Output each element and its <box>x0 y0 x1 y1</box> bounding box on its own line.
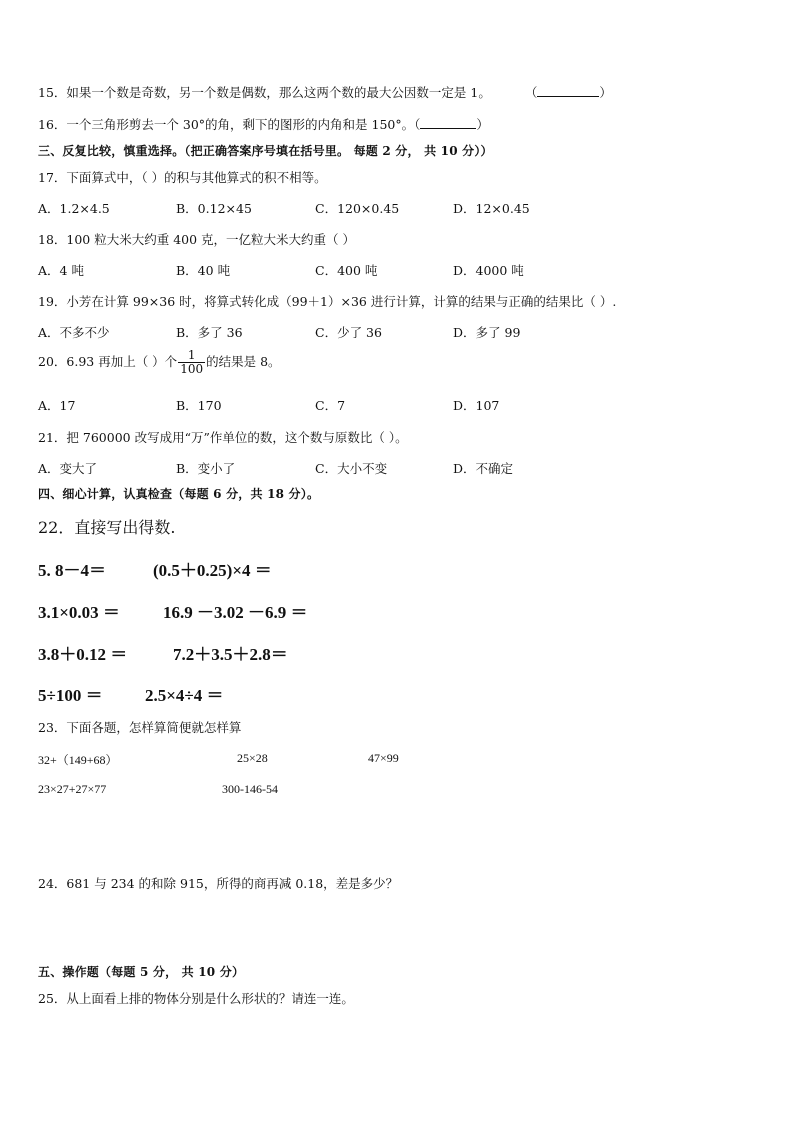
option-b[interactable]: B．40 吨 <box>176 263 231 278</box>
calc-3-1: 3.8＋0.12 ＝ <box>38 645 128 664</box>
question-20 <box>38 349 281 376</box>
question-15-text: 15．如果一个数是奇数，另一个数是偶数，那么这两个数的最大公因数一定是 1。 <box>38 85 491 100</box>
question-23-title: 23．下面各题，怎样算简便就怎样算 <box>38 720 242 735</box>
question-16-paren-close: ） <box>476 117 489 132</box>
question-22-title: 22．直接写出得数. <box>38 518 176 537</box>
question-19-text: 19．小芳在计算 99×36 时，将算式转化成（99＋1）×36 进行计算，计算的结果与正确的结果比（ ）. <box>38 294 617 309</box>
option-c[interactable]: C．120×0.45 <box>315 201 400 216</box>
option-b[interactable]: B．多了 36 <box>176 325 243 340</box>
question-15-paren-close: ） <box>599 85 612 100</box>
question-20-text-before: 20．6.93 再加上（ ）个 <box>38 354 178 369</box>
question-21-text: 21．把 760000 改写成用“万”作单位的数，这个数与原数比（ ）。 <box>38 430 408 445</box>
option-a[interactable]: A．1.2×4.5 <box>38 201 110 216</box>
q23-expr-3: 47×99 <box>368 751 399 765</box>
option-a[interactable]: A．17 <box>38 398 76 413</box>
fraction-numerator: 1 <box>178 349 205 363</box>
option-b[interactable]: B．变小了 <box>176 461 236 476</box>
option-b[interactable]: B．0.12×45 <box>176 201 252 216</box>
question-25-text: 25．从上面看上排的物体分别是什么形状的？请连一连。 <box>38 991 354 1006</box>
option-a[interactable]: A．变大了 <box>38 461 98 476</box>
question-15 <box>38 83 612 101</box>
option-c[interactable]: C．7 <box>315 398 346 413</box>
option-d[interactable]: D．不确定 <box>453 461 514 476</box>
calc-2-1: 3.1×0.03 ＝ <box>38 603 120 622</box>
section-5-heading: 五、操作题（每题 5 分， 共 10 分） <box>38 965 245 979</box>
calc-3-2: 7.2＋3.5＋2.8＝ <box>173 645 288 664</box>
question-18-text: 18．100 粒大米大约重 400 克，一亿粒大米大约重（ ） <box>38 232 356 247</box>
option-a[interactable]: A．4 吨 <box>38 263 84 278</box>
option-d[interactable]: D．107 <box>453 398 500 413</box>
question-15-paren-open: （ <box>524 85 538 100</box>
option-c[interactable]: C．400 吨 <box>315 263 378 278</box>
section-3-heading: 三、反复比较，慎重选择。（把正确答案序号填在括号里。 每题 2 分， 共 10 分）） <box>38 144 493 158</box>
calc-1-1: 5. 8－4＝ <box>38 561 106 580</box>
option-d[interactable]: D．4000 吨 <box>453 263 524 278</box>
calc-2-2: 16.9 －3.02 －6.9 ＝ <box>163 603 308 622</box>
calc-4-1: 5÷100 ＝ <box>38 686 103 705</box>
section-4-heading: 四、细心计算，认真检查（每题 6 分，共 18 分）。 <box>38 487 320 501</box>
fraction-denominator: 100 <box>180 362 204 376</box>
question-16 <box>38 115 489 133</box>
option-c[interactable]: C．大小不变 <box>315 461 388 476</box>
option-c[interactable]: C．少了 36 <box>315 325 382 340</box>
question-24-text: 24．681 与 234 的和除 915，所得的商再减 0.18，差是多少？ <box>38 876 399 891</box>
question-20-text-after: 的结果是 8。 <box>206 354 281 369</box>
option-d[interactable]: D．多了 99 <box>453 325 521 340</box>
q23-expr-4: 23×27+27×77 <box>38 782 107 796</box>
question-16-answer-blank[interactable] <box>420 128 476 129</box>
option-a[interactable]: A．不多不少 <box>38 325 110 340</box>
question-17-text: 17．下面算式中，（ ）的积与其他算式的积不相等。 <box>38 170 327 185</box>
question-15-answer-blank[interactable] <box>537 96 599 97</box>
calc-1-2: (0.5＋0.25)×4 ＝ <box>153 561 272 580</box>
option-b[interactable]: B．170 <box>176 398 222 413</box>
q23-expr-2: 25×28 <box>237 751 268 765</box>
q23-expr-5: 300-146-54 <box>222 782 278 796</box>
fraction <box>178 349 205 376</box>
option-d[interactable]: D．12×0.45 <box>453 201 530 216</box>
calc-4-2: 2.5×4÷4 ＝ <box>145 686 224 705</box>
q23-expr-1: 32+（149+68） <box>38 753 118 767</box>
question-16-text: 16．一个三角形剪去一个 30°的角，剩下的图形的内角和是 150°。（ <box>38 117 421 132</box>
